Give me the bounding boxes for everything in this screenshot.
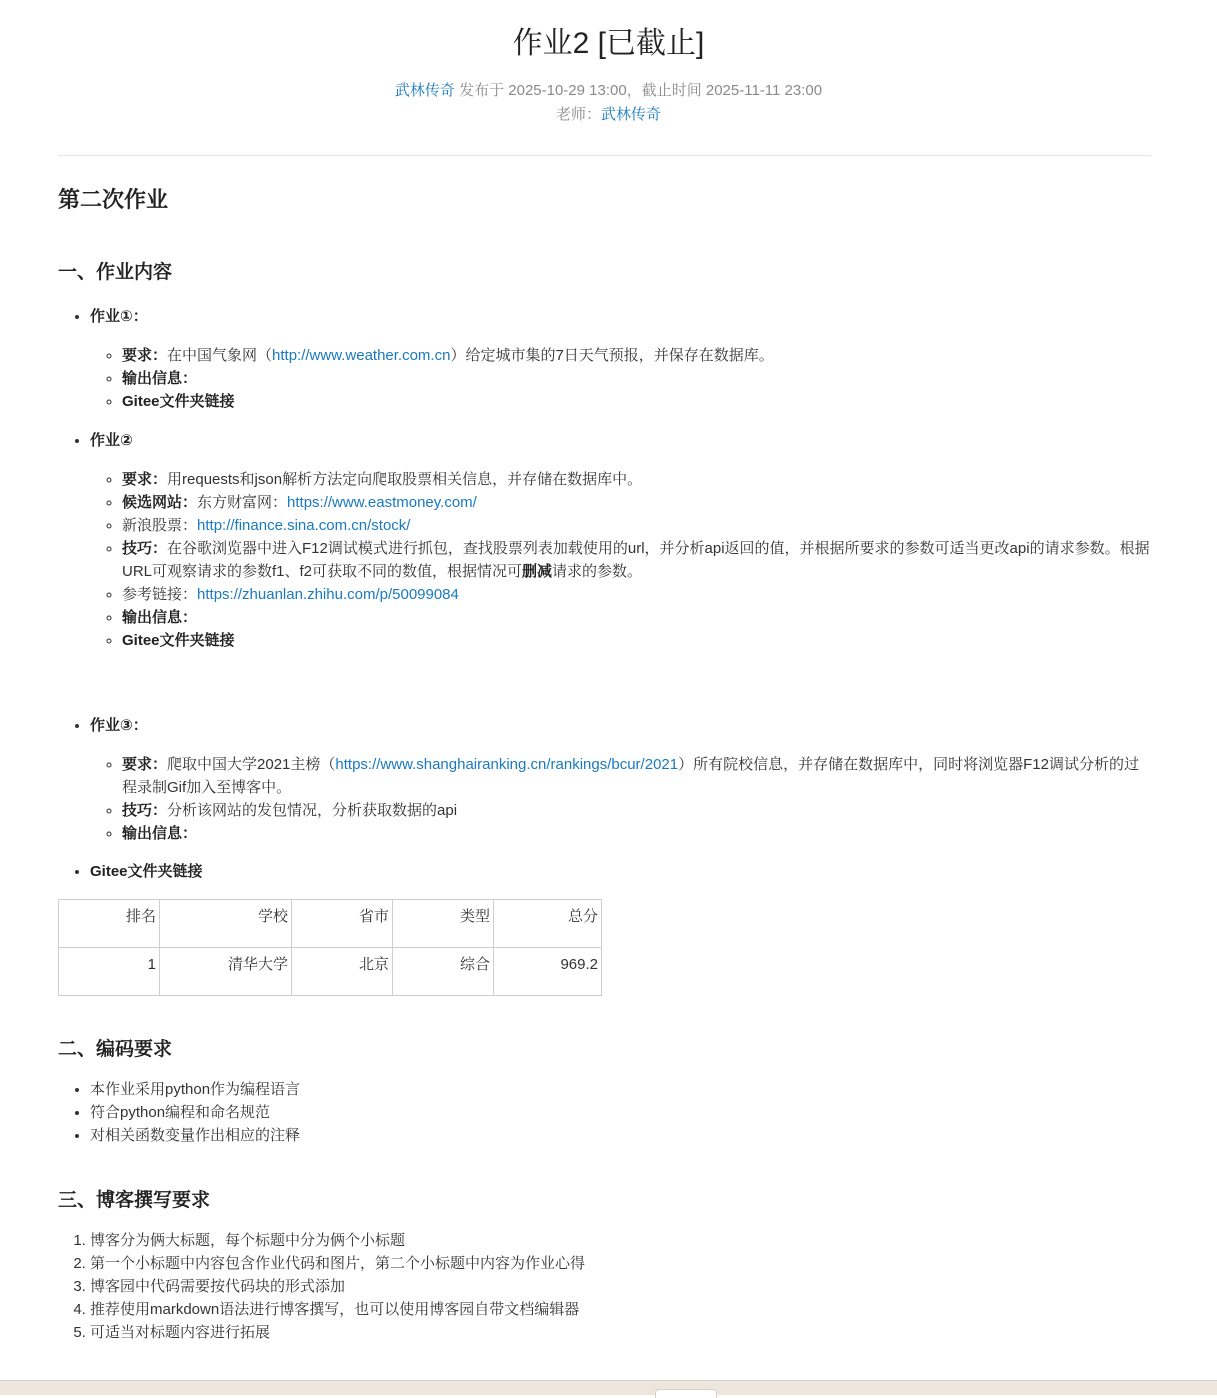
assignment-header: [0, 0, 1217, 127]
hw2-output: [122, 606, 1152, 629]
hw2-candidate-site: [122, 491, 1152, 514]
coding-item-1: • 本作业采用python作为编程语言: [90, 1078, 1152, 1101]
hw2-gitee: [122, 629, 1152, 652]
cell-school: 清华大学: [160, 948, 292, 996]
hw2-requirement: [122, 468, 1152, 491]
hw2-tip-bold: 删减: [522, 563, 553, 580]
homework-1-title: 作业①：: [90, 308, 148, 325]
hw1-req-text-b: ）给定城市集的7日天气预报，并保存在数据库。: [450, 347, 774, 364]
hw2-cand-label: 候选网站：: [122, 494, 198, 511]
ranking-table: [58, 899, 602, 996]
hw3-tip-label: 技巧：: [122, 802, 168, 819]
coding-item-2: • 符合python编程和命名规范: [90, 1101, 1152, 1124]
hw2-tip-label: 技巧：: [122, 540, 168, 557]
hw3-requirement: [122, 753, 1152, 799]
teacher-info: [0, 103, 1217, 127]
hw2-ref-text: 参考链接：: [122, 586, 198, 603]
section-heading-content: 一、作业内容: [58, 262, 173, 283]
page-title: 作业2 [已截止]: [512, 27, 705, 60]
blog-item-5: 5. 可适当对标题内容进行拓展: [90, 1321, 1152, 1344]
table-header-school: 学校: [160, 900, 292, 948]
homework-3-title: 作业③：: [90, 717, 148, 734]
main-heading: 第二次作业: [58, 187, 169, 212]
blog-item-1: 1. 博客分为俩大标题，每个标题中分为俩个小标题: [90, 1229, 1152, 1252]
homework-3: [90, 714, 1152, 845]
coding-item-3: • 对相关函数变量作出相应的注释: [90, 1124, 1152, 1147]
hw3-output: [122, 822, 1152, 845]
homework-3-details: [90, 753, 1152, 845]
hw3-tip-text: 分析该网站的发包情况，分析获取数据的api: [167, 802, 458, 819]
hw2-req-label: 要求：: [122, 471, 168, 488]
cell-rank: 1: [59, 948, 160, 996]
table-header-type: 类型: [393, 900, 494, 948]
blog-item-2: 2. 第一个小标题中内容包含作业代码和图片，第二个小标题中内容为作业心得: [90, 1252, 1152, 1275]
publish-time-text: 发布于 2025-10-29 13:00，截止时间 2025-11-11 23:00: [454, 82, 823, 99]
hw1-gitee: [122, 390, 1152, 413]
hw3-req-text-b: ）所有院校信息，并存储在数据库中，同时将浏览器F12调试分析的过程录制Gif加入至博客中。: [122, 756, 1139, 796]
hw2-tip-text-b: 请求的参数。: [552, 563, 643, 580]
publish-info: [0, 79, 1217, 103]
table-row: [59, 948, 602, 996]
assignment-body: [58, 155, 1152, 1344]
hw2-cand-text: 东方财富网：: [197, 494, 288, 511]
hw2-output-label: 输出信息：: [122, 609, 198, 626]
hw1-req-label: 要求：: [122, 347, 168, 364]
hw2-tip-text-a: 在谷歌浏览器中进入F12调试模式进行抓包，查找股票列表加载使用的url，并分析api返回的值，并根据所要求的参数可适当更改api的请求参数。根据URL可观察请求的参数f1、f2可获取不同的数值，根据情况可: [122, 540, 1150, 580]
hw3-gitee: [90, 860, 1152, 883]
table-header-row: [59, 900, 602, 948]
author-link[interactable]: 武林传奇: [394, 82, 455, 99]
cell-type: 综合: [393, 948, 494, 996]
weather-link[interactable]: http://www.weather.com.cn: [272, 347, 451, 364]
cell-province: 北京: [292, 948, 393, 996]
zhihu-link[interactable]: https://zhuanlan.zhihu.com/p/50099084: [197, 586, 459, 603]
homework-2-title: 作业②: [90, 432, 133, 449]
hw3-req-text-a: 爬取中国大学2021主榜（: [167, 756, 336, 773]
section-heading-blog: 三、博客撰写要求: [58, 1190, 211, 1211]
table-header-rank: 排名: [59, 900, 160, 948]
blog-item-3: 3. 博客园中代码需要按代码块的形式添加: [90, 1275, 1152, 1298]
teacher-link[interactable]: 武林传奇: [601, 106, 662, 123]
hw2-sina: [122, 514, 1152, 537]
hw2-gitee-label: Gitee文件夹链接: [122, 632, 235, 649]
sina-link[interactable]: http://finance.sina.com.cn/stock/: [197, 517, 411, 534]
hw2-tip: [122, 537, 1152, 583]
cell-score: 969.2: [494, 948, 602, 996]
eastmoney-link[interactable]: https://www.eastmoney.com/: [287, 494, 477, 511]
hw1-gitee-label: Gitee文件夹链接: [122, 393, 235, 410]
hw2-sina-text: 新浪股票：: [122, 517, 198, 534]
hw1-requirement: [122, 344, 1152, 367]
hw2-reference: [122, 583, 1152, 606]
homework-1-details: [90, 344, 1152, 413]
assignment-meta: [0, 79, 1217, 127]
table-header-province: 省市: [292, 900, 393, 948]
hw3-req-label: 要求：: [122, 756, 168, 773]
hw3-output-label: 输出信息：: [122, 825, 198, 842]
hw1-req-text-a: 在中国气象网（: [167, 347, 273, 364]
shanghairanking-link[interactable]: https://www.shanghairanking.cn/rankings/bcur/2021: [335, 756, 679, 773]
blog-item-4: 4. 推荐使用markdown语法进行博客撰写，也可以使用博客园自带文档编辑器: [90, 1298, 1152, 1321]
section-heading-coding: 二、编码要求: [58, 1039, 173, 1060]
hw1-output: [122, 367, 1152, 390]
table-header-score: 总分: [494, 900, 602, 948]
coding-requirements-list: [58, 1078, 1152, 1147]
homework-list: [58, 305, 1152, 883]
hw3-gitee-label: Gitee文件夹链接: [90, 863, 203, 880]
hw3-tip: [122, 799, 1152, 822]
blog-requirements-list: [58, 1229, 1152, 1344]
hw2-req-text: 用requests和json解析方法定向爬取股票相关信息，并存储在数据库中。: [167, 471, 643, 488]
hw1-output-label: 输出信息：: [122, 370, 198, 387]
bottom-toolbar: [0, 1380, 1217, 1395]
homework-2-details: [90, 468, 1152, 652]
teacher-label: 老师：: [555, 106, 601, 123]
homework-1: [90, 305, 1152, 413]
homework-2: [90, 429, 1152, 652]
